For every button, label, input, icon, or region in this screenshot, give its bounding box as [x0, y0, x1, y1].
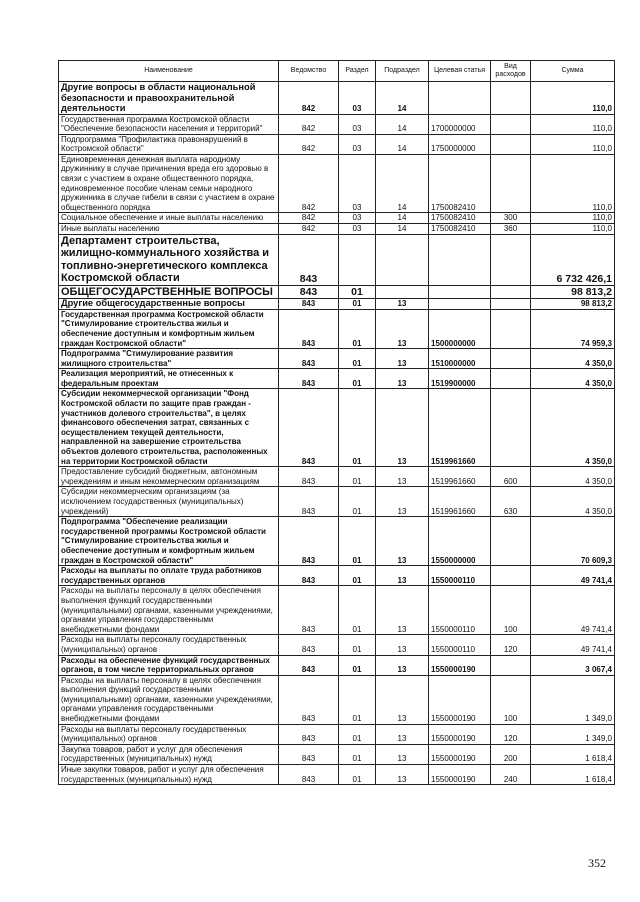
row-target: 1750082410 — [429, 224, 491, 235]
row-name: Предоставление субсидий бюджетным, автономным учреждениям и иным некоммерческим организациям — [59, 467, 279, 487]
table-row — [59, 675, 615, 724]
row-subsection: 13 — [376, 744, 429, 764]
row-sum: 4 350,0 — [531, 389, 615, 467]
table-row — [59, 467, 615, 487]
row-name: Реализация мероприятий, не отнесенных к федеральным проектам — [59, 369, 279, 389]
table-row — [59, 655, 615, 675]
header-subsection: Подраздел — [376, 61, 429, 82]
row-dept: 843 — [279, 487, 339, 517]
row-exp-type — [491, 299, 531, 310]
row-dept: 843 — [279, 724, 339, 744]
row-name: Департамент строительства, жилищно-коммунального хозяйства и топливно-энергетического комплекса Костромской области — [59, 234, 279, 285]
row-target: 1750082410 — [429, 154, 491, 213]
row-exp-type: 100 — [491, 586, 531, 635]
row-subsection: 13 — [376, 487, 429, 517]
row-subsection: 13 — [376, 675, 429, 724]
table-row — [59, 213, 615, 224]
row-dept: 842 — [279, 134, 339, 154]
row-section: 03 — [339, 134, 376, 154]
row-name: Расходы на выплаты по оплате труда работников государственных органов — [59, 566, 279, 586]
row-exp-type: 300 — [491, 213, 531, 224]
row-sum: 110,0 — [531, 224, 615, 235]
row-exp-type — [491, 566, 531, 586]
row-name: Другие вопросы в области национальной безопасности и правоохранительной деятельности — [59, 82, 279, 115]
row-exp-type: 100 — [491, 675, 531, 724]
row-subsection: 13 — [376, 517, 429, 566]
table-row — [59, 369, 615, 389]
row-target: 1510000000 — [429, 349, 491, 369]
row-subsection: 13 — [376, 586, 429, 635]
row-dept: 843 — [279, 234, 339, 285]
row-dept: 843 — [279, 309, 339, 348]
row-section — [339, 234, 376, 285]
header-name: Наименование — [59, 61, 279, 82]
row-sum: 70 609,3 — [531, 517, 615, 566]
row-dept: 843 — [279, 566, 339, 586]
row-sum: 4 350,0 — [531, 487, 615, 517]
row-target: 1700000000 — [429, 114, 491, 134]
row-section: 01 — [339, 285, 376, 299]
row-target: 1519961660 — [429, 389, 491, 467]
row-section: 01 — [339, 349, 376, 369]
header-row — [59, 61, 615, 82]
row-dept: 843 — [279, 744, 339, 764]
row-section: 01 — [339, 655, 376, 675]
row-subsection: 14 — [376, 82, 429, 115]
row-section: 03 — [339, 154, 376, 213]
row-subsection: 14 — [376, 134, 429, 154]
row-target: 1550000190 — [429, 744, 491, 764]
row-dept: 843 — [279, 586, 339, 635]
row-dept: 842 — [279, 82, 339, 115]
header-dept: Ведомство — [279, 61, 339, 82]
table-row — [59, 487, 615, 517]
row-name: Расходы на выплаты персоналу в целях обеспечения выполнения функций государственными (муниципальными) органами, казенными учреждениями, органами управления государственными внебюджетными фондами — [59, 675, 279, 724]
row-dept: 843 — [279, 517, 339, 566]
row-dept: 842 — [279, 213, 339, 224]
row-sum: 98 813,2 — [531, 299, 615, 310]
row-name: Закупка товаров, работ и услуг для обеспечения государственных (муниципальных) нужд — [59, 744, 279, 764]
row-sum: 1 618,4 — [531, 765, 615, 785]
table-row — [59, 635, 615, 655]
row-name: Подпрограмма "Профилактика правонарушений в Костромской области" — [59, 134, 279, 154]
row-dept: 843 — [279, 389, 339, 467]
row-sum: 1 349,0 — [531, 724, 615, 744]
row-exp-type: 120 — [491, 724, 531, 744]
table-row — [59, 299, 615, 310]
row-subsection: 13 — [376, 389, 429, 467]
row-section: 01 — [339, 675, 376, 724]
row-target — [429, 285, 491, 299]
row-exp-type: 120 — [491, 635, 531, 655]
row-subsection: 13 — [376, 655, 429, 675]
row-exp-type — [491, 285, 531, 299]
row-exp-type — [491, 309, 531, 348]
row-sum: 49 741,4 — [531, 635, 615, 655]
table-row — [59, 285, 615, 299]
header-section: Раздел — [339, 61, 376, 82]
row-exp-type — [491, 369, 531, 389]
table-row — [59, 389, 615, 467]
row-exp-type — [491, 134, 531, 154]
row-sum: 110,0 — [531, 213, 615, 224]
row-sum: 6 732 426,1 — [531, 234, 615, 285]
row-section: 01 — [339, 517, 376, 566]
table-row — [59, 134, 615, 154]
row-name: Расходы на выплаты персоналу государственных (муниципальных) органов — [59, 724, 279, 744]
row-subsection: 13 — [376, 635, 429, 655]
row-target: 1519961660 — [429, 487, 491, 517]
page-number: 352 — [588, 856, 606, 870]
row-name: Субсидии некоммерческим организациям (за исключением государственных (муниципальных) учреждений) — [59, 487, 279, 517]
row-section: 01 — [339, 467, 376, 487]
row-exp-type: 630 — [491, 487, 531, 517]
row-sum: 49 741,4 — [531, 586, 615, 635]
row-target: 1550000110 — [429, 635, 491, 655]
row-section: 01 — [339, 586, 376, 635]
row-target: 1550000000 — [429, 517, 491, 566]
row-target: 1550000190 — [429, 765, 491, 785]
row-name: Иные закупки товаров, работ и услуг для обеспечения государственных (муниципальных) нужд — [59, 765, 279, 785]
row-dept: 842 — [279, 154, 339, 213]
row-target: 1519900000 — [429, 369, 491, 389]
row-subsection: 13 — [376, 349, 429, 369]
row-sum: 110,0 — [531, 134, 615, 154]
row-sum: 1 349,0 — [531, 675, 615, 724]
row-section: 01 — [339, 635, 376, 655]
row-exp-type — [491, 349, 531, 369]
table-row — [59, 349, 615, 369]
row-exp-type — [491, 389, 531, 467]
table-row — [59, 517, 615, 566]
row-name: Подпрограмма "Обеспечение реализации государственной программы Костромской области "Стимулирование строительства жилья и обеспечение доступным и комфортным жильем граждан в Костромской области" — [59, 517, 279, 566]
table-row — [59, 765, 615, 785]
row-subsection: 14 — [376, 224, 429, 235]
row-subsection: 13 — [376, 309, 429, 348]
row-dept: 843 — [279, 467, 339, 487]
row-section: 01 — [339, 566, 376, 586]
row-sum: 49 741,4 — [531, 566, 615, 586]
row-target — [429, 82, 491, 115]
budget-table — [58, 60, 615, 785]
row-sum: 4 350,0 — [531, 349, 615, 369]
header-sum: Сумма — [531, 61, 615, 82]
header-target: Целевая статья — [429, 61, 491, 82]
row-section: 01 — [339, 389, 376, 467]
table-row — [59, 566, 615, 586]
row-section: 03 — [339, 114, 376, 134]
row-dept: 843 — [279, 369, 339, 389]
row-name: Расходы на выплаты персоналу в целях обеспечения выполнения функций государственными (муниципальными) органами, казенными учреждениями, органами управления государственными внебюджетными фондами — [59, 586, 279, 635]
row-subsection: 13 — [376, 724, 429, 744]
row-exp-type — [491, 154, 531, 213]
row-section: 01 — [339, 744, 376, 764]
row-target: 1750082410 — [429, 213, 491, 224]
row-sum: 4 350,0 — [531, 467, 615, 487]
row-target: 1750000000 — [429, 134, 491, 154]
row-subsection: 13 — [376, 467, 429, 487]
row-target: 1550000190 — [429, 675, 491, 724]
table-row — [59, 224, 615, 235]
row-target: 1550000110 — [429, 586, 491, 635]
row-section: 01 — [339, 369, 376, 389]
table-row — [59, 744, 615, 764]
row-target — [429, 299, 491, 310]
row-target: 1550000190 — [429, 655, 491, 675]
row-dept: 843 — [279, 675, 339, 724]
row-sum: 4 350,0 — [531, 369, 615, 389]
row-sum: 98 813,2 — [531, 285, 615, 299]
row-target: 1550000110 — [429, 566, 491, 586]
row-section: 01 — [339, 299, 376, 310]
table-row — [59, 82, 615, 115]
row-subsection: 13 — [376, 299, 429, 310]
row-dept: 842 — [279, 114, 339, 134]
row-dept: 842 — [279, 224, 339, 235]
row-sum: 110,0 — [531, 154, 615, 213]
row-name: Социальное обеспечение и иные выплаты населению — [59, 213, 279, 224]
row-target — [429, 234, 491, 285]
row-dept: 843 — [279, 285, 339, 299]
row-subsection: 14 — [376, 154, 429, 213]
table-row — [59, 724, 615, 744]
row-section: 03 — [339, 224, 376, 235]
row-name: Иные выплаты населению — [59, 224, 279, 235]
row-sum: 1 618,4 — [531, 744, 615, 764]
row-exp-type — [491, 114, 531, 134]
row-sum: 110,0 — [531, 114, 615, 134]
row-exp-type — [491, 517, 531, 566]
row-name: Государственная программа Костромской области "Стимулирование строительства жилья и обеспечение доступным и комфортным жильем граждан Костромской области" — [59, 309, 279, 348]
row-exp-type: 600 — [491, 467, 531, 487]
row-name: Расходы на выплаты персоналу государственных (муниципальных) органов — [59, 635, 279, 655]
row-section: 01 — [339, 487, 376, 517]
row-name: Расходы на обеспечение функций государственных органов, в том числе территориальных органов — [59, 655, 279, 675]
row-dept: 843 — [279, 655, 339, 675]
row-exp-type: 360 — [491, 224, 531, 235]
row-dept: 843 — [279, 635, 339, 655]
row-target: 1550000190 — [429, 724, 491, 744]
row-dept: 843 — [279, 299, 339, 310]
row-subsection: 13 — [376, 369, 429, 389]
row-subsection: 13 — [376, 765, 429, 785]
row-section: 01 — [339, 724, 376, 744]
row-exp-type: 240 — [491, 765, 531, 785]
table-row — [59, 114, 615, 134]
row-name: Подпрограмма "Стимулирование развития жилищного строительства" — [59, 349, 279, 369]
table-row — [59, 586, 615, 635]
row-section: 03 — [339, 213, 376, 224]
row-subsection: 14 — [376, 213, 429, 224]
row-name: Субсидии некоммерческой организации "Фонд Костромской области по защите прав граждан - участников долевого строительства", в целях финансового обеспечения затрат, связанных с осуществлением текущей деятельности, направленной на завершение строительства объектов долевого строительства, расположенных на территории Костромской области — [59, 389, 279, 467]
row-name: ОБЩЕГОСУДАРСТВЕННЫЕ ВОПРОСЫ — [59, 285, 279, 299]
row-dept: 843 — [279, 765, 339, 785]
row-subsection: 13 — [376, 566, 429, 586]
row-exp-type: 200 — [491, 744, 531, 764]
row-section: 03 — [339, 82, 376, 115]
row-target: 1500000000 — [429, 309, 491, 348]
row-exp-type — [491, 655, 531, 675]
table-row — [59, 154, 615, 213]
row-subsection — [376, 285, 429, 299]
table-row — [59, 309, 615, 348]
header-exp-type: Вид расходов — [491, 61, 531, 82]
row-target: 1519961660 — [429, 467, 491, 487]
row-sum: 3 067,4 — [531, 655, 615, 675]
row-exp-type — [491, 234, 531, 285]
row-name: Государственная программа Костромской области "Обеспечение безопасности населения и территорий" — [59, 114, 279, 134]
row-name: Единовременная денежная выплата народному дружиннику в случае причинения вреда его здоровью в связи с участием в охране общественного порядка, единовременное пособие членам семьи народного дружинника в случае гибели в связи с участием в охране общественного порядка — [59, 154, 279, 213]
row-exp-type — [491, 82, 531, 115]
row-subsection — [376, 234, 429, 285]
row-sum: 110,0 — [531, 82, 615, 115]
row-section: 01 — [339, 309, 376, 348]
row-sum: 74 959,3 — [531, 309, 615, 348]
row-name: Другие общегосударственные вопросы — [59, 299, 279, 310]
table-row — [59, 234, 615, 285]
row-dept: 843 — [279, 349, 339, 369]
row-subsection: 14 — [376, 114, 429, 134]
row-section: 01 — [339, 765, 376, 785]
